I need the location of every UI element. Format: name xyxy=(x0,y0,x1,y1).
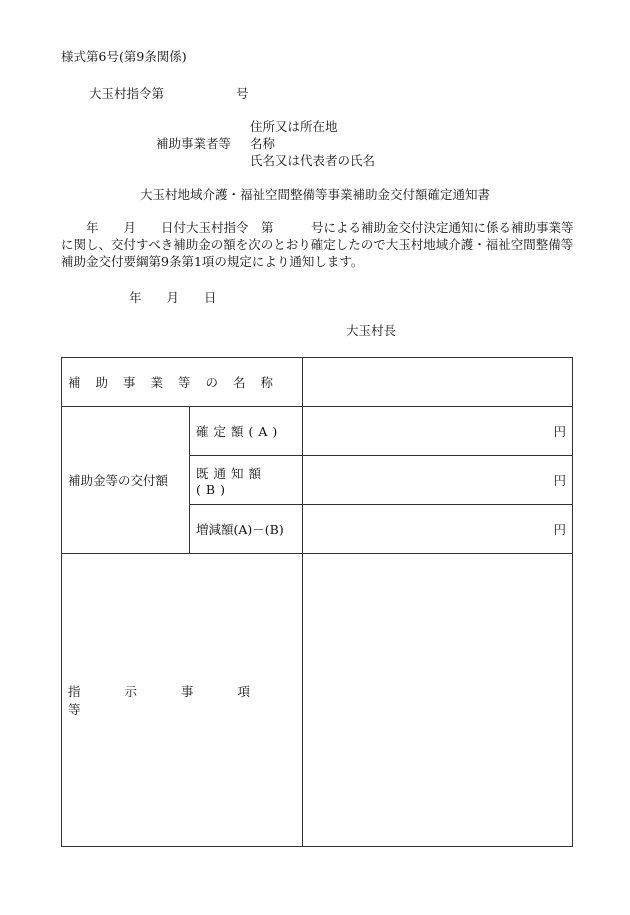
issue-date: 年 月 日 xyxy=(129,290,217,305)
business-operator-label: 補助事業者等 xyxy=(156,136,232,151)
grant-amount-label: 補助金等の交付額 xyxy=(62,407,190,554)
issuer-name: 大玉村長 xyxy=(346,323,397,338)
representative-label: 氏名又は代表者の氏名 xyxy=(250,153,376,168)
notified-amount-label: 既通知額(B) xyxy=(190,456,303,505)
difference-amount-yen: 円 xyxy=(303,505,573,554)
instructions-label: 指示事項等 xyxy=(62,554,303,847)
difference-amount-label: 増減額(A)－(B) xyxy=(190,505,303,554)
address-label: 住所又は所在地 xyxy=(250,119,338,134)
form-number: 様式第6号(第9条関係) xyxy=(61,49,187,64)
directive-suffix: 号 xyxy=(236,86,249,101)
confirmed-amount-yen: 円 xyxy=(303,407,573,456)
project-name-label: 補助事業等の名称 xyxy=(62,358,303,407)
directive-prefix: 大玉村指令第 xyxy=(89,86,165,101)
confirmed-amount-label: 確定額(A) xyxy=(190,407,303,456)
notified-amount-yen: 円 xyxy=(303,456,573,505)
grant-amount-table xyxy=(61,357,573,847)
document-title: 大玉村地域介護・福祉空間整備等事業補助金交付額確定通知書 xyxy=(139,187,490,202)
notice-body: 年 月 日付大玉村指令 第 号による補助金交付決定通知に係る補助事業等に関し、交付すべき補助金の額を次のとおり確定したので大玉村地域介護・福祉空間整備等補助金交付要綱第9条第1項の規定により通知します。 xyxy=(61,220,574,269)
instructions-value[interactable] xyxy=(303,554,573,847)
project-name-value[interactable] xyxy=(303,358,573,407)
name-label: 名称 xyxy=(250,136,276,151)
directive-number-line xyxy=(89,86,249,102)
